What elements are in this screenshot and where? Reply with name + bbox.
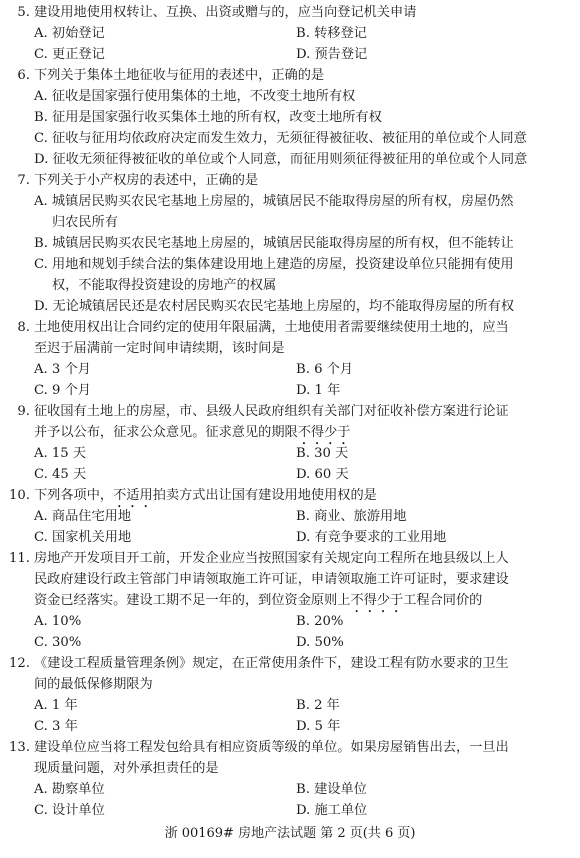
page-footer: 浙 00169# 房地产法试题 第 2 页(共 6 页)	[164, 826, 416, 841]
question-stem-continued: 间的最低保修期限为	[34, 677, 153, 692]
option-c-continued: 权，不能取得投资建设的房地产的权属	[52, 278, 277, 293]
question-6: 6. 下列关于集体土地征收与征用的表述中，正确的是	[17, 68, 325, 83]
option-c: C. 9 个月	[34, 383, 91, 398]
option-a: A. 15 天	[34, 446, 87, 461]
question-stem: 土地使用权出让合同约定的使用年限届满，土地使用者需要继续使用土地的，应当	[34, 320, 509, 335]
option-a: A. 商品住宅用地	[34, 509, 132, 524]
option-a: A. 10%	[34, 614, 82, 629]
option-d: D. 50%	[296, 635, 344, 650]
question-9: 9. 征收国有土地上的房屋，市、县级人民政府组织有关部门对征收补偿方案进行论证	[17, 404, 509, 419]
option-c: C. 用地和规划手续合法的集体建设用地上建造的房屋，投资建设单位只能拥有使用	[34, 257, 514, 272]
option-d: D. 无论城镇居民还是农村居民购买农民宅基地上房屋的，均不能取得房屋的所有权	[34, 299, 515, 314]
option-d: D. 有竞争要求的工业用地	[296, 530, 447, 545]
question-10: 10. 下列各项中，不适用拍卖方式出让国有建设用地使用权的是	[9, 488, 377, 503]
option-c: C. 更正登记	[34, 47, 105, 62]
option-b: B. 2 年	[296, 698, 340, 713]
question-stem: 房地产开发项目开工前，开发企业应当按照国家有关规定向工程所在地县级以上人	[34, 551, 509, 566]
option-a: A. 勘察单位	[34, 782, 105, 797]
option-c: C. 设计单位	[34, 803, 105, 818]
question-stem: 建设单位应当将工程发包给具有相应资质等级的单位。如果房屋销售出去，一旦出	[34, 740, 509, 755]
question-stem-continued: 至迟于届满前一定时间申请续期，该时间是	[34, 341, 285, 356]
option-d: D. 1 年	[296, 383, 341, 398]
question-11: 11. 房地产开发项目开工前，开发企业应当按照国家有关规定向工程所在地县级以上人	[9, 551, 509, 566]
option-c: C. 30%	[34, 635, 82, 650]
option-b: B. 商业、旅游用地	[296, 509, 407, 524]
emphasis-text: 不得少于	[297, 425, 351, 440]
option-c: C. 45 天	[34, 467, 87, 482]
question-stem-continued: 并予以公布，征求公众意见。征求意见的期限不得少于	[34, 425, 351, 440]
question-stem: 征收国有土地上的房屋，市、县级人民政府组织有关部门对征收补偿方案进行论证	[34, 404, 509, 419]
question-5: 5. 建设用地使用权转让、互换、出资或赠与的，应当向登记机关申请	[17, 5, 417, 20]
question-stem: 《建设工程质量管理条例》规定，在正常使用条件下，建设工程有防水要求的卫生	[34, 656, 509, 671]
question-13: 13. 建设单位应当将工程发包给具有相应资质等级的单位。如果房屋销售出去，一旦出	[9, 740, 509, 755]
option-b: B. 城镇居民购买农民宅基地上房屋的，城镇居民能取得房屋的所有权，但不能转让	[34, 236, 514, 251]
option-b: B. 建设单位	[296, 782, 367, 797]
question-stem: 下列关于集体土地征收与征用的表述中，正确的是	[34, 68, 325, 83]
option-d: D. 征收无须征得被征收的单位或个人同意，而征用则须征得被征用的单位或个人同意	[34, 152, 528, 167]
option-d: D. 预告登记	[296, 47, 368, 62]
option-a: A. 3 个月	[34, 362, 91, 377]
option-d: D. 60 天	[296, 467, 349, 482]
question-stem: 建设用地使用权转让、互换、出资或赠与的，应当向登记机关申请	[34, 5, 417, 20]
option-b: B. 20%	[296, 614, 344, 629]
emphasis-text: 不得少于	[350, 593, 404, 608]
option-b: B. 转移登记	[296, 26, 367, 41]
option-c: C. 征收与征用均依政府决定而发生效力，无须征得被征收、被征用的单位或个人同意	[34, 131, 527, 146]
question-8: 8. 土地使用权出让合同约定的使用年限届满，土地使用者需要继续使用土地的，应当	[17, 320, 509, 335]
option-a-continued: 归农民所有	[52, 215, 118, 230]
emphasis-text: 不适用	[113, 488, 153, 503]
option-c: C. 3 年	[34, 719, 78, 734]
question-7: 7. 下列关于小产权房的表述中，正确的是	[17, 173, 259, 188]
option-a: A. 1 年	[34, 698, 78, 713]
option-a: A. 征收是国家强行使用集体的土地，不改变土地所有权	[34, 89, 356, 104]
question-12: 12. 《建设工程质量管理条例》规定，在正常使用条件下，建设工程有防水要求的卫生	[9, 656, 509, 671]
option-d: D. 5 年	[296, 719, 341, 734]
option-b: B. 征用是国家强行收买集体土地的所有权，改变土地所有权	[34, 110, 382, 125]
option-b: B. 30 天	[296, 446, 349, 461]
option-a: A. 初始登记	[34, 26, 105, 41]
option-c: C. 国家机关用地	[34, 530, 132, 545]
question-stem: 下列关于小产权房的表述中，正确的是	[34, 173, 259, 188]
question-stem-continued: 民政府建设行政主管部门申请领取施工许可证，申请领取施工许可证时，要求建设	[34, 572, 509, 587]
option-a: A. 城镇居民购买农民宅基地上房屋的，城镇居民不能取得房屋的所有权，房屋仍然	[34, 194, 514, 209]
option-b: B. 6 个月	[296, 362, 354, 377]
question-stem-continued: 现质量问题，对外承担责任的是	[34, 761, 219, 776]
question-stem-continued: 资金已经落实。建设工期不足一年的，到位资金原则上不得少于工程合同价的	[34, 593, 483, 608]
option-d: D. 施工单位	[296, 803, 368, 818]
